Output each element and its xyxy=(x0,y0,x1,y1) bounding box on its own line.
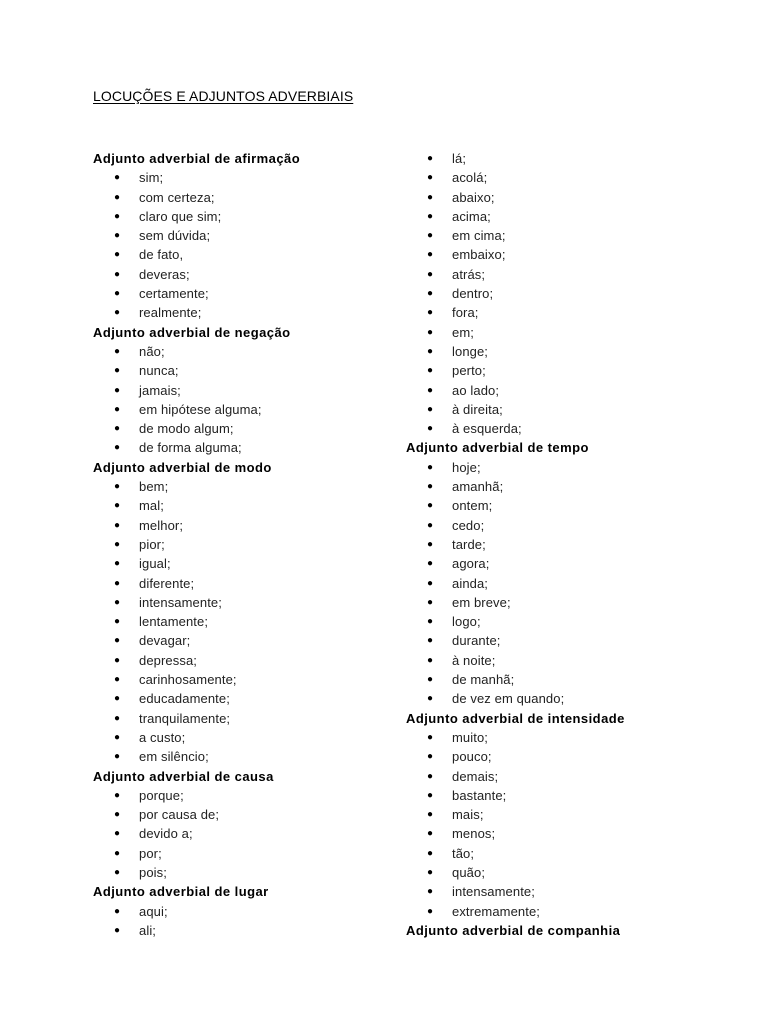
list-item: ● intensamente; xyxy=(406,882,746,901)
list-item: ● de modo algum; xyxy=(93,419,433,438)
list-item: ● de forma alguma; xyxy=(93,438,433,457)
list-item: ● jamais; xyxy=(93,381,433,400)
list-item: ● cedo; xyxy=(406,516,746,535)
list-item: ● à esquerda; xyxy=(406,419,746,438)
list-item: ● mal; xyxy=(93,496,433,515)
page-title: LOCUÇÕES E ADJUNTOS ADVERBIAIS xyxy=(93,88,354,104)
list-item: ● atrás; xyxy=(406,265,746,284)
list-item: ● pois; xyxy=(93,863,433,882)
list-item: ● devagar; xyxy=(93,631,433,650)
section-heading: Adjunto adverbial de intensidade xyxy=(406,710,625,726)
list-item: ● ali; xyxy=(93,921,433,940)
list-item: ● demais; xyxy=(406,767,746,786)
section-heading: Adjunto adverbial de negação xyxy=(93,324,291,340)
list-item: ● mais; xyxy=(406,805,746,824)
list-item: ● pior; xyxy=(93,535,433,554)
list-item: ● logo; xyxy=(406,612,746,631)
list-item: ● em silêncio; xyxy=(93,747,433,766)
list-item: ● deveras; xyxy=(93,265,433,284)
list-item: ● em hipótese alguma; xyxy=(93,400,433,419)
list-item: ● educadamente; xyxy=(93,689,433,708)
list-item: ● aqui; xyxy=(93,902,433,921)
list-item: ● em cima; xyxy=(406,226,746,245)
list-item: ● com certeza; xyxy=(93,188,433,207)
list-item: ● lá; xyxy=(406,149,746,168)
list-item: ● de fato, xyxy=(93,245,433,264)
list-item: ● dentro; xyxy=(406,284,746,303)
list-item: ● a custo; xyxy=(93,728,433,747)
left-column xyxy=(93,149,433,940)
list-item: ● não; xyxy=(93,342,433,361)
list-item: ● abaixo; xyxy=(406,188,746,207)
list-item: ● quão; xyxy=(406,863,746,882)
list-item: ● ainda; xyxy=(406,574,746,593)
list-item: ● lentamente; xyxy=(93,612,433,631)
list-item: ● bem; xyxy=(93,477,433,496)
list-item: ● sem dúvida; xyxy=(93,226,433,245)
list-item: ● devido a; xyxy=(93,824,433,843)
section-heading: Adjunto adverbial de companhia xyxy=(406,922,621,938)
list-item: ● à noite; xyxy=(406,651,746,670)
list-item: ● em breve; xyxy=(406,593,746,612)
section-heading: Adjunto adverbial de tempo xyxy=(406,440,589,456)
list-item: ● perto; xyxy=(406,361,746,380)
list-item: ● acima; xyxy=(406,207,746,226)
list-item: ● longe; xyxy=(406,342,746,361)
list-item: ● hoje; xyxy=(406,458,746,477)
list-item: ● extremamente; xyxy=(406,902,746,921)
list-item: ● intensamente; xyxy=(93,593,433,612)
list-item: ● fora; xyxy=(406,303,746,322)
list-item: ● agora; xyxy=(406,554,746,573)
list-item: ● melhor; xyxy=(93,516,433,535)
list-item: ● tão; xyxy=(406,844,746,863)
list-item: ● sim; xyxy=(93,168,433,187)
list-item: ● porque; xyxy=(93,786,433,805)
section-heading: Adjunto adverbial de lugar xyxy=(93,884,269,900)
list-item: ● durante; xyxy=(406,631,746,650)
list-item: ● à direita; xyxy=(406,400,746,419)
list-item: ● por; xyxy=(93,844,433,863)
list-item: ● por causa de; xyxy=(93,805,433,824)
right-column xyxy=(406,149,746,940)
list-item: ● menos; xyxy=(406,824,746,843)
list-item: ● muito; xyxy=(406,728,746,747)
list-item: ● acolá; xyxy=(406,168,746,187)
list-item: ● amanhã; xyxy=(406,477,746,496)
list-item: ● de manhã; xyxy=(406,670,746,689)
list-item: ● ao lado; xyxy=(406,381,746,400)
section-heading: Adjunto adverbial de modo xyxy=(93,459,272,475)
list-item: ● de vez em quando; xyxy=(406,689,746,708)
list-item: ● diferente; xyxy=(93,574,433,593)
list-item: ● depressa; xyxy=(93,651,433,670)
list-item: ● igual; xyxy=(93,554,433,573)
list-item: ● ontem; xyxy=(406,496,746,515)
list-item: ● tarde; xyxy=(406,535,746,554)
list-item: ● tranquilamente; xyxy=(93,709,433,728)
list-item: ● certamente; xyxy=(93,284,433,303)
section-heading: Adjunto adverbial de causa xyxy=(93,768,274,784)
list-item: ● nunca; xyxy=(93,361,433,380)
list-item: ● em; xyxy=(406,323,746,342)
section-heading: Adjunto adverbial de afirmação xyxy=(93,151,301,166)
list-item: ● realmente; xyxy=(93,303,433,322)
list-item: ● bastante; xyxy=(406,786,746,805)
list-item: ● embaixo; xyxy=(406,245,746,264)
list-item: ● carinhosamente; xyxy=(93,670,433,689)
list-item: ● claro que sim; xyxy=(93,207,433,226)
list-item: ● pouco; xyxy=(406,747,746,766)
